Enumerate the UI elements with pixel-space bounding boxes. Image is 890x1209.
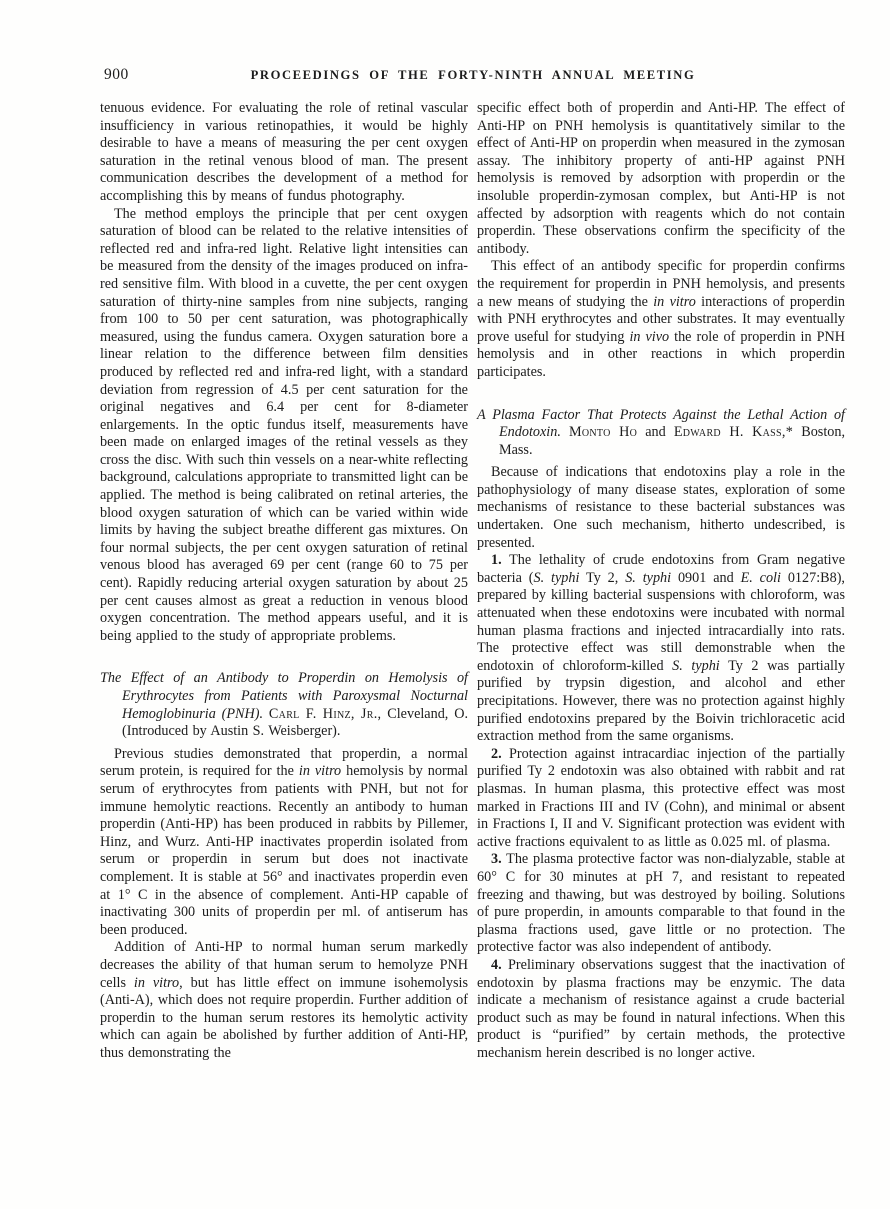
text-run: A Plasma Factor That Protects Against the Lethal Action of Endotoxin. bbox=[477, 406, 845, 441]
text-run: Because of indications that endotoxins play a role in the pathophysiology of many disease states, exploration of some mechanisms of resistance to these bacterial substances was undertaken. One such mechanism, hitherto undescribed, is presented. bbox=[477, 464, 845, 551]
text-run: 0901 and bbox=[671, 569, 741, 586]
body-paragraph bbox=[477, 464, 845, 552]
text-run: Preliminary observations suggest that the inactivation of endotoxin by plasma fractions may be enzymic. The data indicate a mechanism of resistance against a crude bacterial product such as may be found in natural infections. When this product is “purified” by certain methods, the protective mechanism herein described is no longer active. bbox=[477, 956, 845, 1061]
text-run: in vitro bbox=[298, 763, 342, 780]
text-run: hemolysis by normal serum of erythrocytes from patients with PNH, but not for immune hemolytic reactions. Recently an antibody to human properdin (Anti-HP) has been produced in rabbits by Pillemer, Hinz, and Wurz. Anti-HP inactivates properdin isolated from serum or properdin in serum but does not inactivate complement. It is stable at 56° and inactivates properdin even at 1° C in the absence of complement. Anti-HP capable of inactivating 300 units of properdin per ml. of antiserum has been produced. bbox=[100, 763, 468, 938]
text-run: 2. bbox=[491, 745, 502, 762]
text-run: Ty 2, bbox=[579, 569, 626, 586]
body-paragraph bbox=[477, 258, 845, 381]
text-run: , but has little effect on immune isohemolysis (Anti-A), which does not require properdin. Further addition of properdin to the human serum restores its hemolytic activity which can again be abolished by further addition of Anti-HP, thus demonstrating the bbox=[100, 974, 468, 1061]
page-header bbox=[100, 66, 846, 86]
abstract-heading bbox=[100, 670, 468, 740]
body-paragraph bbox=[477, 100, 845, 258]
author-name: Monto Ho bbox=[568, 424, 638, 441]
text-run: S. typhi bbox=[533, 569, 580, 586]
text-run: Cleveland, O. (Introduced by Austin S. Weisberger). bbox=[122, 705, 468, 740]
body-paragraph bbox=[100, 206, 468, 646]
text-run: The method employs the principle that per cent oxygen saturation of blood can be related to the relative intensities of reflected red and infra-red light. Relative light intensities can be measured from the density of the images produced on infra-red sensitive film. With blood in a cuvette, the per cent oxygen saturation of thirty-nine samples from nine subjects, ranging from 100 to 50 per cent saturation, was photographically measured, using the fundus camera. Oxygen saturation bore a linear relation to the difference between film densities produced by reflected red and infra-red light, with a standard deviation from regression of 4.5 per cent saturation for the original negatives and 6.4 per cent for 8-diameter enlargements. In the optic fundus itself, measurements have been made on enlarged images of the retinal vessels as they cross the disc. With such thin vessels on a near-white reflecting background, calculations appropriate to transmitted light can be applied. The method is being calibrated on retinal arteries, the blood oxygen saturation of which can be varied within wide limits by having the subject breathe different gas mixtures. On four normal subjects, the per cent oxygen saturation of retinal venous blood has averaged 69 per cent (range 60 to 75 per cent). Rapidly reducing arterial oxygen saturation by about 25 per cent causes almost as great a reduction in venous blood oxygen concentration. The method appears useful, and it is being applied to the study of appropriate problems. bbox=[100, 205, 468, 644]
text-run: 0127:B8), prepared by killing bacterial suspensions with chloroform, was attenuated when these endotoxins were incubated with normal human plasma fractions and injected intracardially into rats. The protective effect was still demonstrable when the endotoxin of chloroform-killed bbox=[477, 569, 845, 674]
body-paragraph bbox=[477, 552, 845, 746]
text-run: in vivo bbox=[629, 328, 670, 345]
text-run: E. coli bbox=[740, 569, 781, 586]
text-column-right bbox=[477, 100, 845, 1062]
body-paragraph bbox=[477, 957, 845, 1063]
text-run: The lethality of crude endotoxins from Gram negative bacteria ( bbox=[477, 552, 845, 586]
text-run: The plasma protective factor was non-dialyzable, stable at 60° C for 30 minutes at pH 7, and resistant to repeated freezing and thawing, but was destroyed by boiling. Solutions of pure properdin, in amounts comparable to that found in the plasma fractions used, gave little or no protection. The protective factor was also independent of antibody. bbox=[477, 851, 845, 956]
body-paragraph bbox=[100, 939, 468, 1062]
text-run: and bbox=[637, 424, 674, 441]
body-paragraph bbox=[477, 851, 845, 957]
text-run: S. typhi bbox=[672, 657, 720, 674]
text-run: The Effect of an Antibody to Properdin on Hemolysis of Erythrocytes from Patients with Paroxysmal Nocturnal Hemoglobinuria (PNH). bbox=[100, 670, 468, 722]
text-run: Addition of Anti-HP to normal human serum markedly decreases the ability of that human serum to hemolyze PNH cells bbox=[100, 939, 468, 991]
text-run: in vitro bbox=[133, 974, 180, 991]
text-run: 1. bbox=[491, 552, 502, 569]
text-run: Protection against intracardiac injection of the partially purified Ty 2 endotoxin was also obtained with rabbit and rat plasmas. In human plasma, this protective effect was most marked in Fractions III and IV (Cohn), and minimal or absent in Fractions I, II and V. Significant protection was evident with active fractions equivalent to as little as 0.025 ml. of plasma. bbox=[477, 745, 845, 850]
author-name: Carl F. Hinz, Jr., bbox=[268, 705, 382, 722]
text-run: tenuous evidence. For evaluating the role of retinal vascular insufficiency in various retinopathies, it would be highly desirable to have a means of measuring the per cent oxygen saturation in the retinal venous blood of man. The present communication describes the development of a method for accomplishing this by means of fundus photography. bbox=[100, 100, 468, 204]
text-run: specific effect both of properdin and Anti-HP. The effect of Anti-HP on PNH hemolysis is quantitatively similar to the effect of Anti-HP on properdin when measured in the zymosan assay. The inhibitory property of anti-HP against PNH hemolysis is removed by adsorption with properdin or the insoluble properdin-zymosan complex, but Anti-HP is not affected by adsorption with reagents which do not contain properdin. These observations confirm the specificity of the antibody. bbox=[477, 100, 845, 257]
author-name: Edward H. Kass,* bbox=[673, 424, 794, 441]
body-paragraph bbox=[100, 746, 468, 940]
text-run: 4. bbox=[491, 956, 502, 973]
abstract-heading bbox=[477, 407, 845, 460]
body-paragraph bbox=[477, 746, 845, 852]
running-head: PROCEEDINGS OF THE FORTY-NINTH ANNUAL MEETING bbox=[250, 68, 696, 82]
text-run: 3. bbox=[491, 851, 502, 868]
text-run: the role of properdin in PNH hemolysis and in other reactions in which properdin participates. bbox=[477, 328, 845, 380]
page-number: 900 bbox=[104, 66, 129, 83]
text-run bbox=[561, 424, 569, 440]
text-run: in vitro bbox=[653, 293, 696, 310]
text-run: Boston, Mass. bbox=[499, 424, 845, 458]
text-column-left bbox=[100, 100, 468, 1062]
body-paragraph bbox=[100, 100, 468, 206]
text-run: S. typhi bbox=[625, 569, 672, 586]
text-run: Ty 2 was partially purified by trypsin digestion, and alcohol and ether precipitations. However, there was no protection against highly purified endotoxins prepared by the Boivin trichloracetic acid extraction method from the same organisms. bbox=[477, 657, 845, 745]
text-run: interactions of properdin with PNH erythrocytes and other substrates. It may eventually prove useful for studying bbox=[477, 293, 845, 345]
text-run: This effect of an antibody specific for properdin confirms the requirement for properdin in PNH hemolysis, and presents a new means of studying the bbox=[477, 258, 845, 310]
text-run: Previous studies demonstrated that properdin, a normal serum protein, is required for the bbox=[100, 745, 468, 780]
